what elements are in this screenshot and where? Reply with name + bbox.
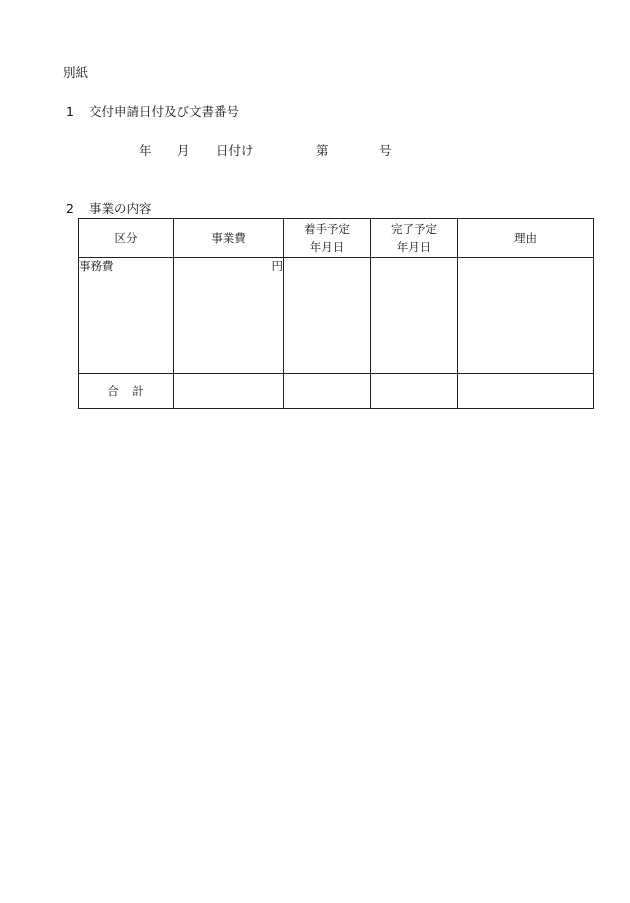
total-finish-cell[interactable] [371,374,458,409]
section2-number: 2 [66,201,74,216]
section1-number: 1 [66,104,74,119]
document-title: 別紙 [63,65,89,80]
header-finish-line1: 完了予定 [391,222,437,236]
table-total-row [79,374,594,409]
row-start-date-cell[interactable] [284,258,371,374]
header-start-line1: 着手予定 [304,222,350,236]
document-number-prefix: 第 [316,143,329,158]
table-row [79,258,594,374]
total-reason-cell[interactable] [458,374,594,409]
total-label-cell: 合 計 [79,374,174,409]
header-reason: 理由 [458,219,594,258]
document-number-suffix: 号 [379,143,392,158]
row-finish-date-cell[interactable] [371,258,458,374]
date-month-label: 月 [177,143,190,158]
header-finish-line2: 年月日 [396,240,432,254]
section2-title: 事業の内容 [89,201,152,216]
table-header-row [79,219,594,258]
date-year-label: 年 [139,143,152,158]
header-cost: 事業費 [174,219,284,258]
row-category-cell[interactable]: 事務費 [79,258,174,374]
header-finish-date [371,219,458,258]
total-cost-cell[interactable] [174,374,284,409]
header-category: 区分 [79,219,174,258]
header-start-line2: 年月日 [309,240,345,254]
row-cost-cell[interactable]: 円 [174,258,284,374]
project-content-table [78,218,594,409]
header-start-date [284,219,371,258]
section1-title: 交付申請日付及び文書番号 [89,104,240,119]
date-day-label: 日付け [216,143,254,158]
row-reason-cell[interactable] [458,258,594,374]
total-start-cell[interactable] [284,374,371,409]
